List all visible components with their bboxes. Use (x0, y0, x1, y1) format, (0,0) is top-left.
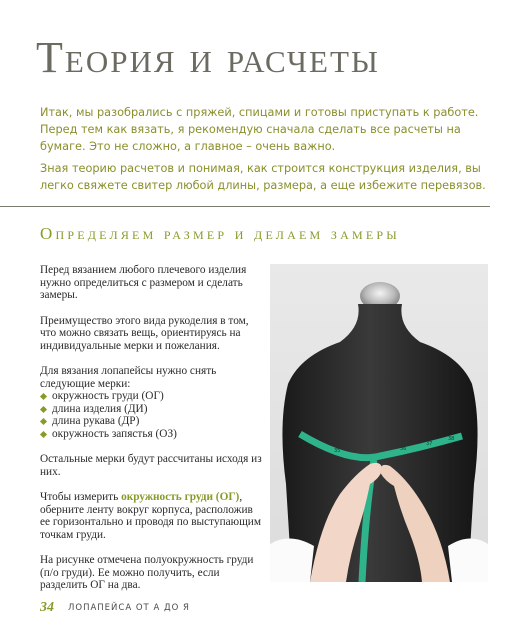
tape-label: 36 (400, 446, 407, 452)
page-number: 34 (40, 600, 54, 615)
list-item (40, 390, 262, 403)
diamond-bullet-icon (40, 430, 47, 437)
measurements-list (40, 390, 262, 440)
body-paragraph-6: На рисунке отмечена полуокружность груди (п/о груди). Ее можно получить, если разделить ОГ на два. (40, 554, 254, 591)
section-divider (0, 206, 490, 207)
diamond-bullet-icon (40, 393, 47, 400)
bust-accent-term: окружность груди (ОГ) (121, 491, 240, 503)
list-item-label: окружность запястья (ОЗ) (52, 427, 177, 440)
running-title: ЛОПАПЕЙСА ОТ А ДО Я (68, 603, 190, 613)
body-paragraph-2: Преимущество этого вида рукоделия в том, что можно связать вещь, ориентируясь на индивидуальные мерки и пожелания. (40, 314, 249, 352)
diamond-bullet-icon (40, 405, 47, 412)
section-title: Определяем размер и делаем замеры (40, 224, 400, 243)
p5-suffix: , оберните ленту вокруг корпуса, расположив ее горизонтально и проводя по выступающим точкам груди. (40, 491, 261, 541)
tape-label: 37 (426, 441, 433, 447)
tape-label: 35 (334, 448, 341, 454)
body-paragraph-3: Для вязания лопапейсы нужно снять следующие мерки: (40, 365, 217, 390)
intro-paragraph-2: Зная теорию расчетов и понимая, как строится конструкция изделия, вы легко свяжете свитер любой длины, размера, а еще избежите перевязов. (40, 162, 486, 192)
body-paragraph-4: Остальные мерки будут рассчитаны исходя из них. (40, 453, 262, 478)
list-item (40, 403, 262, 416)
list-item (40, 428, 262, 441)
body-column (40, 264, 262, 605)
page-footer (40, 598, 480, 618)
intro-paragraph-1: Итак, мы разобрались с пряжей, спицами и готовы приступать к работе. Перед тем как вязать, я рекомендую сначала сделать все расчеты на бумаге. Это не сложно, а главное – очень важно. (40, 106, 479, 153)
right-sleeve (448, 538, 488, 582)
list-item (40, 415, 262, 428)
body-paragraph-5 (40, 491, 262, 541)
list-item-label: окружность груди (ОГ) (52, 390, 164, 402)
body-paragraph-1: Перед вязанием любого плечевого изделия нужно определиться с размером и сделать замеры. (40, 264, 247, 301)
page-title: Теория и расчеты (36, 33, 380, 82)
mannequin-photo (270, 264, 488, 582)
diamond-bullet-icon (40, 418, 47, 425)
left-sleeve (270, 538, 314, 582)
p5-prefix: Чтобы измерить (40, 491, 122, 503)
list-item-label: длина рукава (ДР) (52, 415, 140, 427)
mannequin-illustration (270, 264, 488, 582)
list-item-label: длина изделия (ДИ) (52, 402, 148, 415)
tape-label: 38 (448, 436, 455, 442)
